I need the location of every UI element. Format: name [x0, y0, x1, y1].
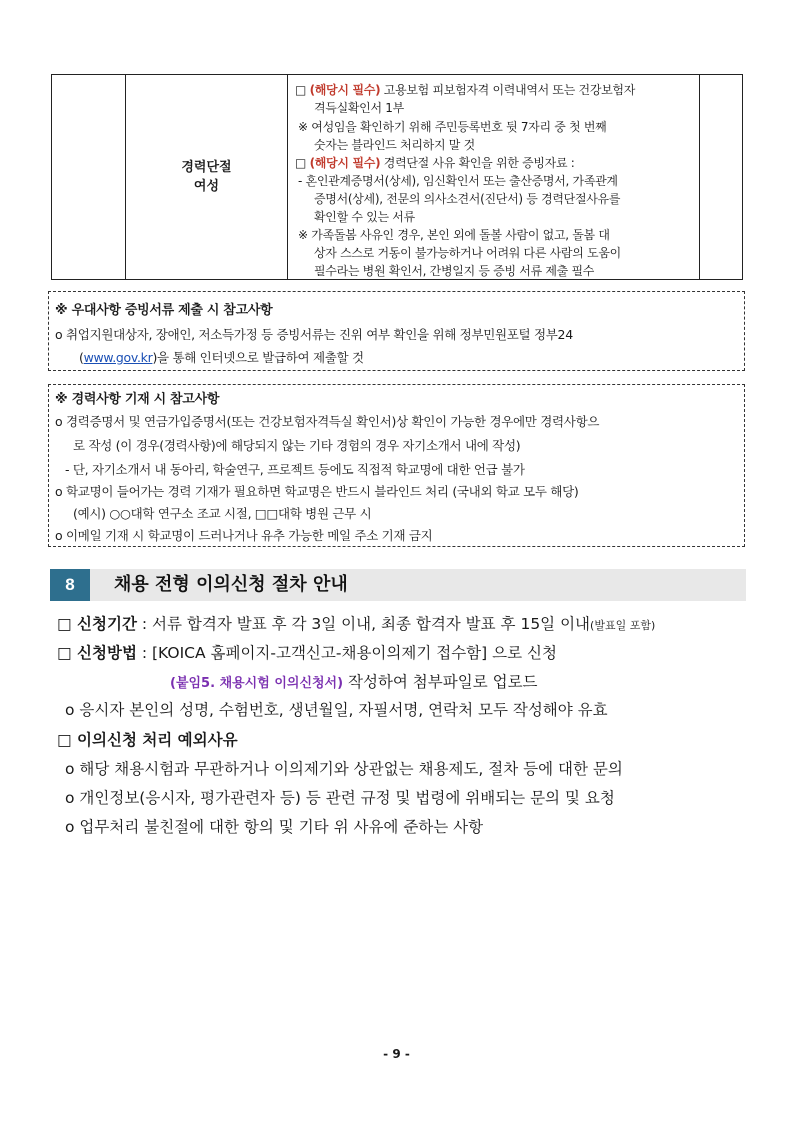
table-col-blank-right — [700, 75, 742, 279]
note-box-career — [48, 384, 745, 547]
table-line: 숫자는 블라인드 처리하지 말 것 — [314, 138, 475, 152]
required-row: o 응시자 본인의 성명, 수험번호, 생년월일, 자필서명, 연락처 모두 작성해야 유효 — [65, 701, 608, 719]
table-line: ※ 가족돌봄 사유인 경우, 본인 외에 돌볼 사람이 없고, 돌봄 대 — [298, 228, 610, 242]
table-line: 상자 스스로 거동이 불가능하거나 어려워 다른 사람의 도움이 — [314, 246, 621, 260]
note-line: o 경력증명서 및 연금가입증명서(또는 건강보험자격득실 확인서)상 확인이 가능한 경우에만 경력사항으 — [55, 414, 600, 429]
table-col-blank — [52, 75, 126, 279]
note-line: (www.gov.kr)을 통해 인터넷으로 발급하여 제출할 것 — [79, 350, 364, 365]
table-line: 격득실확인서 1부 — [314, 101, 404, 115]
table-line: 필수라는 병원 확인서, 간병일지 등 증빙 서류 제출 필수 — [314, 264, 595, 278]
table-line: ※ 여성임을 확인하기 위해 주민등록번호 뒷 7자리 중 첫 번째 — [298, 120, 607, 134]
note-heading: ※ 우대사항 증빙서류 제출 시 참고사항 — [55, 303, 273, 318]
table-line: 확인할 수 있는 서류 — [314, 210, 415, 224]
period-row: □ 신청기간 : 서류 합격자 발표 후 각 3일 이내, 최종 합격자 발표 후 15일 이내(발표일 포함) — [57, 615, 656, 633]
note-line: - 단, 자기소개서 내 동아리, 학술연구, 프로젝트 등에도 직접적 학교명에 대한 언급 불가 — [65, 462, 525, 477]
evidence-table — [51, 74, 743, 280]
exception-item: o 해당 채용시험과 무관하거나 이의제기와 상관없는 채용제도, 절차 등에 대한 문의 — [65, 760, 623, 778]
note-line: o 이메일 기재 시 학교명이 드러나거나 유추 가능한 메일 주소 기재 금지 — [55, 528, 433, 543]
method-row: □ 신청방법 : [KOICA 홈페이지-고객신고-채용이의제기 접수함] 으로 신청 — [57, 644, 557, 662]
exception-item: o 개인정보(응시자, 평가관련자 등) 등 관련 규정 및 법령에 위배되는 문의 및 요청 — [65, 789, 615, 807]
category-line-2: 여성 — [193, 179, 220, 194]
note-line: 로 작성 (이 경우(경력사항)에 해당되지 않는 기타 경험의 경우 자기소개서 내에 작성) — [73, 438, 521, 453]
section-number: 8 — [50, 569, 90, 601]
note-heading: ※ 경력사항 기재 시 참고사항 — [55, 392, 220, 407]
table-content-cell — [288, 75, 700, 279]
exception-heading: □ 이의신청 처리 예외사유 — [57, 731, 238, 749]
note-line: o 취업지원대상자, 장애인, 저소득가정 등 증빙서류는 진위 여부 확인을 위해 정부민원포털 정부24 — [55, 327, 573, 342]
attach-row: (붙임5. 채용시험 이의신청서) 작성하여 첨부파일로 업로드 — [170, 673, 538, 691]
category-line-1: 경력단절 — [181, 160, 232, 175]
table-line: - 혼인관계증명서(상세), 임신확인서 또는 출산증명서, 가족관계 — [298, 174, 618, 188]
page-number: - 9 - — [383, 1047, 410, 1061]
table-line: 증명서(상세), 전문의 의사소견서(진단서) 등 경력단절사유를 — [314, 192, 621, 206]
exception-item: o 업무처리 불친절에 대한 항의 및 기타 위 사유에 준하는 사항 — [65, 818, 484, 836]
gov-link[interactable]: www.gov.kr — [83, 350, 153, 365]
note-box-preferential — [48, 291, 745, 371]
note-line: o 학교명이 들어가는 경력 기재가 필요하면 학교명은 반드시 블라인드 처리 (국내외 학교 모두 해당) — [55, 484, 579, 499]
note-line: (예시) ○○대학 연구소 조교 시절, □□대학 병원 근무 시 — [73, 506, 372, 521]
section-header — [50, 569, 746, 601]
table-line: □ (해당시 필수) 고용보험 피보험자격 이력내역서 또는 건강보험자 — [295, 83, 635, 97]
table-line: □ (해당시 필수) 경력단절 사유 확인을 위한 증빙자료 : — [295, 156, 575, 170]
table-category-cell — [126, 75, 288, 279]
section-title: 채용 전형 이의신청 절차 안내 — [114, 574, 348, 595]
